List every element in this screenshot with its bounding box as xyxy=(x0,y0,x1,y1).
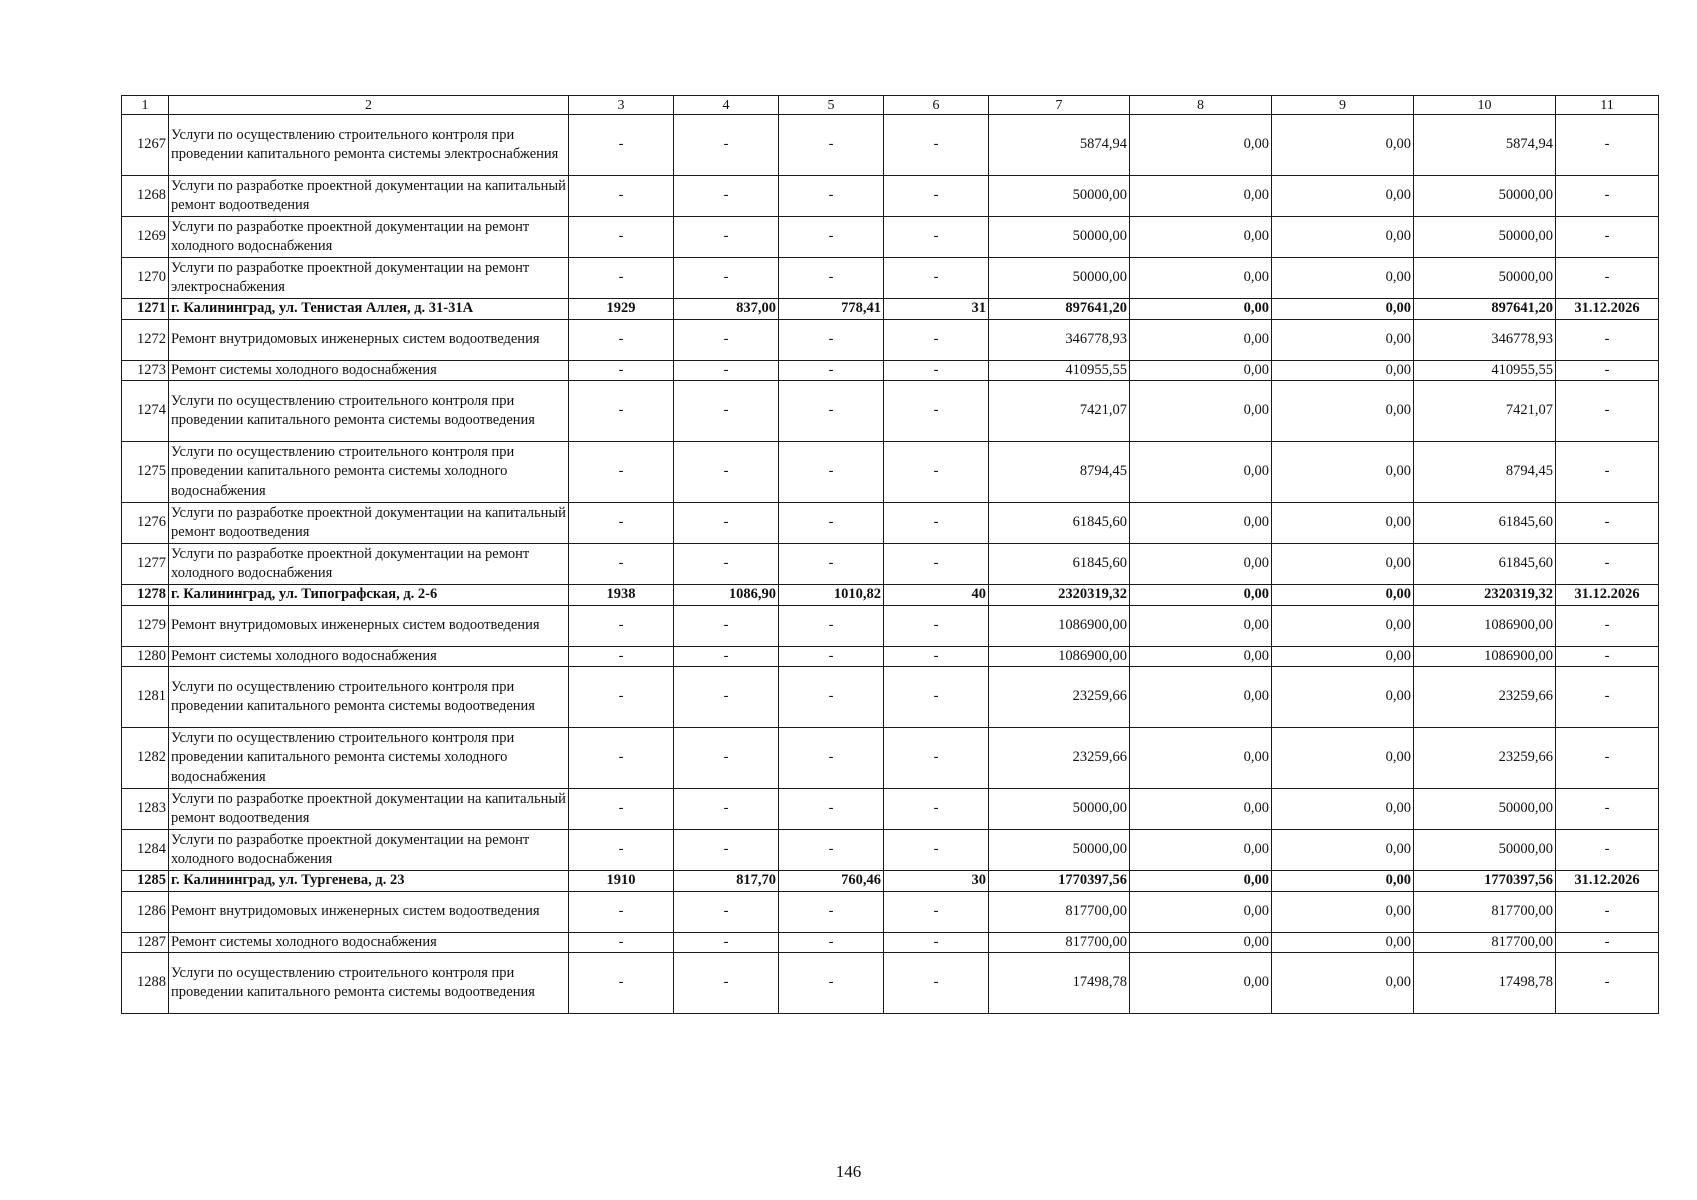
cell-col-9: 0,00 xyxy=(1272,319,1414,360)
row-number: 1276 xyxy=(122,503,169,544)
cell-col-6: - xyxy=(884,932,989,953)
work-description: Услуги по осуществлению строительного контроля при проведении капитального ремонта системы холодного водоснабжения xyxy=(169,728,569,789)
cell-col-8: 0,00 xyxy=(1130,319,1272,360)
cell-col-11: - xyxy=(1556,830,1659,871)
cell-col-3: - xyxy=(569,217,674,258)
cell-col-11: - xyxy=(1556,605,1659,646)
cell-col-11: - xyxy=(1556,381,1659,442)
cell-col-7: 1770397,56 xyxy=(989,871,1130,892)
cell-col-3: - xyxy=(569,503,674,544)
cell-col-5: - xyxy=(779,381,884,442)
row-number: 1278 xyxy=(122,585,169,606)
cell-col-9: 0,00 xyxy=(1272,503,1414,544)
work-description: Ремонт внутридомовых инженерных систем водоотведения xyxy=(169,319,569,360)
cell-col-10: 817700,00 xyxy=(1414,932,1556,953)
cell-col-4: - xyxy=(674,176,779,217)
cell-col-11: - xyxy=(1556,503,1659,544)
works-table xyxy=(121,95,1659,1014)
header-cell-11: 11 xyxy=(1556,96,1659,115)
cell-col-6: - xyxy=(884,319,989,360)
cell-col-3: - xyxy=(569,258,674,299)
header-cell-4: 4 xyxy=(674,96,779,115)
row-number: 1280 xyxy=(122,646,169,667)
work-description: Услуги по осуществлению строительного контроля при проведении капитального ремонта системы электроснабжения xyxy=(169,115,569,176)
work-description: Услуги по осуществлению строительного контроля при проведении капитального ремонта системы водоотведения xyxy=(169,953,569,1014)
row-number: 1274 xyxy=(122,381,169,442)
header-cell-2: 2 xyxy=(169,96,569,115)
cell-col-10: 50000,00 xyxy=(1414,258,1556,299)
row-number: 1277 xyxy=(122,544,169,585)
cell-col-3: - xyxy=(569,176,674,217)
cell-col-6: - xyxy=(884,442,989,503)
cell-col-7: 17498,78 xyxy=(989,953,1130,1014)
cell-col-8: 0,00 xyxy=(1130,646,1272,667)
cell-col-9: 0,00 xyxy=(1272,953,1414,1014)
work-description: Ремонт внутридомовых инженерных систем водоотведения xyxy=(169,605,569,646)
cell-col-5: - xyxy=(779,442,884,503)
cell-col-11: - xyxy=(1556,360,1659,381)
cell-col-5: - xyxy=(779,503,884,544)
cell-col-8: 0,00 xyxy=(1130,871,1272,892)
cell-col-9: 0,00 xyxy=(1272,646,1414,667)
cell-col-11: - xyxy=(1556,544,1659,585)
table-row xyxy=(122,891,1659,932)
cell-col-10: 897641,20 xyxy=(1414,299,1556,320)
work-description: Услуги по осуществлению строительного контроля при проведении капитального ремонта системы водоотведения xyxy=(169,381,569,442)
row-number: 1286 xyxy=(122,891,169,932)
cell-col-8: 0,00 xyxy=(1130,789,1272,830)
work-description: Услуги по разработке проектной документации на капитальный ремонт водоотведения xyxy=(169,176,569,217)
cell-col-8: 0,00 xyxy=(1130,891,1272,932)
cell-col-10: 1086900,00 xyxy=(1414,605,1556,646)
header-cell-3: 3 xyxy=(569,96,674,115)
cell-col-8: 0,00 xyxy=(1130,217,1272,258)
row-number: 1270 xyxy=(122,258,169,299)
cell-col-5: - xyxy=(779,258,884,299)
cell-col-9: 0,00 xyxy=(1272,258,1414,299)
cell-col-5: - xyxy=(779,605,884,646)
cell-col-8: 0,00 xyxy=(1130,953,1272,1014)
cell-col-5: - xyxy=(779,646,884,667)
cell-col-5: - xyxy=(779,319,884,360)
table-row xyxy=(122,932,1659,953)
cell-col-7: 23259,66 xyxy=(989,667,1130,728)
cell-col-11: - xyxy=(1556,176,1659,217)
cell-col-8: 0,00 xyxy=(1130,360,1272,381)
cell-col-4: - xyxy=(674,728,779,789)
cell-col-6: - xyxy=(884,217,989,258)
cell-col-4: 817,70 xyxy=(674,871,779,892)
row-number: 1284 xyxy=(122,830,169,871)
row-number: 1273 xyxy=(122,360,169,381)
table-row xyxy=(122,381,1659,442)
cell-col-6: - xyxy=(884,667,989,728)
cell-col-11: - xyxy=(1556,115,1659,176)
cell-col-3: - xyxy=(569,442,674,503)
cell-col-5: - xyxy=(779,932,884,953)
cell-col-4: - xyxy=(674,258,779,299)
cell-col-6: - xyxy=(884,360,989,381)
work-description: Услуги по разработке проектной документации на ремонт холодного водоснабжения xyxy=(169,217,569,258)
cell-col-4: - xyxy=(674,360,779,381)
cell-col-9: 0,00 xyxy=(1272,381,1414,442)
row-number: 1275 xyxy=(122,442,169,503)
cell-col-3: - xyxy=(569,953,674,1014)
cell-col-6: - xyxy=(884,258,989,299)
cell-col-10: 8794,45 xyxy=(1414,442,1556,503)
cell-col-11: - xyxy=(1556,258,1659,299)
cell-col-6: - xyxy=(884,953,989,1014)
work-description: Услуги по разработке проектной документации на капитальный ремонт водоотведения xyxy=(169,503,569,544)
header-cell-5: 5 xyxy=(779,96,884,115)
cell-col-7: 8794,45 xyxy=(989,442,1130,503)
cell-col-8: 0,00 xyxy=(1130,585,1272,606)
work-description: г. Калининград, ул. Типографская, д. 2-6 xyxy=(169,585,569,606)
cell-col-8: 0,00 xyxy=(1130,544,1272,585)
cell-col-9: 0,00 xyxy=(1272,217,1414,258)
cell-col-9: 0,00 xyxy=(1272,830,1414,871)
cell-col-6: - xyxy=(884,176,989,217)
table-row xyxy=(122,667,1659,728)
cell-col-4: - xyxy=(674,503,779,544)
table-row xyxy=(122,442,1659,503)
cell-col-9: 0,00 xyxy=(1272,299,1414,320)
cell-col-10: 61845,60 xyxy=(1414,544,1556,585)
address-row xyxy=(122,871,1659,892)
work-description: Услуги по разработке проектной документации на ремонт электроснабжения xyxy=(169,258,569,299)
cell-col-10: 50000,00 xyxy=(1414,176,1556,217)
cell-col-4: - xyxy=(674,217,779,258)
cell-col-8: 0,00 xyxy=(1130,932,1272,953)
cell-col-6: - xyxy=(884,728,989,789)
cell-col-7: 817700,00 xyxy=(989,891,1130,932)
table-row xyxy=(122,789,1659,830)
cell-col-4: 1086,90 xyxy=(674,585,779,606)
table-row xyxy=(122,544,1659,585)
cell-col-7: 2320319,32 xyxy=(989,585,1130,606)
cell-col-10: 17498,78 xyxy=(1414,953,1556,1014)
cell-col-4: - xyxy=(674,544,779,585)
cell-col-7: 50000,00 xyxy=(989,176,1130,217)
cell-col-11: - xyxy=(1556,932,1659,953)
cell-col-9: 0,00 xyxy=(1272,667,1414,728)
cell-col-4: - xyxy=(674,891,779,932)
cell-col-9: 0,00 xyxy=(1272,728,1414,789)
cell-col-6: 31 xyxy=(884,299,989,320)
cell-col-11: - xyxy=(1556,217,1659,258)
column-number-header xyxy=(122,96,1659,115)
work-description: Услуги по разработке проектной документации на ремонт холодного водоснабжения xyxy=(169,544,569,585)
cell-col-8: 0,00 xyxy=(1130,830,1272,871)
cell-col-11: - xyxy=(1556,728,1659,789)
work-description: Услуги по разработке проектной документации на ремонт холодного водоснабжения xyxy=(169,830,569,871)
cell-col-9: 0,00 xyxy=(1272,544,1414,585)
cell-col-3: - xyxy=(569,605,674,646)
cell-col-5: - xyxy=(779,667,884,728)
cell-col-7: 50000,00 xyxy=(989,258,1130,299)
work-description: Ремонт системы холодного водоснабжения xyxy=(169,932,569,953)
cell-col-4: - xyxy=(674,646,779,667)
work-description: Услуги по осуществлению строительного контроля при проведении капитального ремонта системы водоотведения xyxy=(169,667,569,728)
cell-col-5: - xyxy=(779,953,884,1014)
table-row xyxy=(122,728,1659,789)
cell-col-7: 1086900,00 xyxy=(989,605,1130,646)
cell-col-4: - xyxy=(674,381,779,442)
header-cell-10: 10 xyxy=(1414,96,1556,115)
cell-col-10: 23259,66 xyxy=(1414,728,1556,789)
cell-col-3: 1938 xyxy=(569,585,674,606)
cell-col-9: 0,00 xyxy=(1272,789,1414,830)
cell-col-6: - xyxy=(884,646,989,667)
cell-col-6: - xyxy=(884,115,989,176)
cell-col-9: 0,00 xyxy=(1272,891,1414,932)
cell-col-5: - xyxy=(779,176,884,217)
header-cell-7: 7 xyxy=(989,96,1130,115)
cell-col-10: 23259,66 xyxy=(1414,667,1556,728)
cell-col-5: - xyxy=(779,830,884,871)
cell-col-3: - xyxy=(569,360,674,381)
cell-col-7: 61845,60 xyxy=(989,544,1130,585)
cell-col-11: 31.12.2026 xyxy=(1556,299,1659,320)
row-number: 1282 xyxy=(122,728,169,789)
cell-col-8: 0,00 xyxy=(1130,115,1272,176)
cell-col-5: - xyxy=(779,217,884,258)
cell-col-8: 0,00 xyxy=(1130,381,1272,442)
table-row xyxy=(122,360,1659,381)
cell-col-3: 1910 xyxy=(569,871,674,892)
cell-col-10: 5874,94 xyxy=(1414,115,1556,176)
row-number: 1269 xyxy=(122,217,169,258)
cell-col-7: 50000,00 xyxy=(989,789,1130,830)
cell-col-10: 346778,93 xyxy=(1414,319,1556,360)
cell-col-10: 1770397,56 xyxy=(1414,871,1556,892)
cell-col-11: 31.12.2026 xyxy=(1556,871,1659,892)
cell-col-3: - xyxy=(569,381,674,442)
row-number: 1272 xyxy=(122,319,169,360)
cell-col-6: - xyxy=(884,891,989,932)
address-row xyxy=(122,585,1659,606)
header-cell-8: 8 xyxy=(1130,96,1272,115)
row-number: 1285 xyxy=(122,871,169,892)
cell-col-3: - xyxy=(569,115,674,176)
cell-col-11: - xyxy=(1556,667,1659,728)
cell-col-4: - xyxy=(674,830,779,871)
header-cell-6: 6 xyxy=(884,96,989,115)
cell-col-5: - xyxy=(779,115,884,176)
header-cell-1: 1 xyxy=(122,96,169,115)
cell-col-9: 0,00 xyxy=(1272,605,1414,646)
cell-col-6: - xyxy=(884,789,989,830)
work-description: Ремонт внутридомовых инженерных систем водоотведения xyxy=(169,891,569,932)
cell-col-7: 346778,93 xyxy=(989,319,1130,360)
row-number: 1267 xyxy=(122,115,169,176)
cell-col-3: - xyxy=(569,932,674,953)
cell-col-3: - xyxy=(569,646,674,667)
cell-col-8: 0,00 xyxy=(1130,503,1272,544)
cell-col-3: 1929 xyxy=(569,299,674,320)
cell-col-11: - xyxy=(1556,891,1659,932)
header-cell-9: 9 xyxy=(1272,96,1414,115)
row-number: 1281 xyxy=(122,667,169,728)
cell-col-9: 0,00 xyxy=(1272,442,1414,503)
cell-col-3: - xyxy=(569,728,674,789)
cell-col-3: - xyxy=(569,544,674,585)
work-description: Ремонт системы холодного водоснабжения xyxy=(169,646,569,667)
cell-col-11: 31.12.2026 xyxy=(1556,585,1659,606)
cell-col-10: 7421,07 xyxy=(1414,381,1556,442)
cell-col-11: - xyxy=(1556,953,1659,1014)
cell-col-4: - xyxy=(674,605,779,646)
work-description: Услуги по разработке проектной документации на капитальный ремонт водоотведения xyxy=(169,789,569,830)
cell-col-5: - xyxy=(779,891,884,932)
table-row xyxy=(122,115,1659,176)
cell-col-10: 50000,00 xyxy=(1414,789,1556,830)
cell-col-6: 30 xyxy=(884,871,989,892)
row-number: 1279 xyxy=(122,605,169,646)
cell-col-8: 0,00 xyxy=(1130,299,1272,320)
cell-col-6: - xyxy=(884,830,989,871)
table-row xyxy=(122,830,1659,871)
table-row xyxy=(122,217,1659,258)
cell-col-9: 0,00 xyxy=(1272,360,1414,381)
table-row xyxy=(122,605,1659,646)
cell-col-10: 1086900,00 xyxy=(1414,646,1556,667)
work-description: г. Калининград, ул. Тенистая Аллея, д. 31-31А xyxy=(169,299,569,320)
cell-col-10: 817700,00 xyxy=(1414,891,1556,932)
row-number: 1287 xyxy=(122,932,169,953)
cell-col-11: - xyxy=(1556,319,1659,360)
work-description: г. Калининград, ул. Тургенева, д. 23 xyxy=(169,871,569,892)
cell-col-3: - xyxy=(569,319,674,360)
cell-col-6: - xyxy=(884,544,989,585)
cell-col-6: - xyxy=(884,605,989,646)
cell-col-7: 61845,60 xyxy=(989,503,1130,544)
cell-col-7: 817700,00 xyxy=(989,932,1130,953)
cell-col-5: - xyxy=(779,789,884,830)
cell-col-9: 0,00 xyxy=(1272,585,1414,606)
cell-col-7: 50000,00 xyxy=(989,217,1130,258)
cell-col-5: 1010,82 xyxy=(779,585,884,606)
cell-col-4: - xyxy=(674,319,779,360)
cell-col-11: - xyxy=(1556,442,1659,503)
cell-col-9: 0,00 xyxy=(1272,115,1414,176)
row-number: 1271 xyxy=(122,299,169,320)
cell-col-8: 0,00 xyxy=(1130,728,1272,789)
cell-col-6: - xyxy=(884,381,989,442)
cell-col-9: 0,00 xyxy=(1272,932,1414,953)
cell-col-8: 0,00 xyxy=(1130,442,1272,503)
cell-col-4: - xyxy=(674,953,779,1014)
cell-col-7: 50000,00 xyxy=(989,830,1130,871)
table-row xyxy=(122,953,1659,1014)
cell-col-7: 7421,07 xyxy=(989,381,1130,442)
cell-col-5: 760,46 xyxy=(779,871,884,892)
cell-col-4: - xyxy=(674,115,779,176)
cell-col-3: - xyxy=(569,830,674,871)
table-body xyxy=(122,96,1659,1014)
cell-col-9: 0,00 xyxy=(1272,176,1414,217)
row-number: 1268 xyxy=(122,176,169,217)
row-number: 1283 xyxy=(122,789,169,830)
work-description: Услуги по осуществлению строительного контроля при проведении капитального ремонта системы холодного водоснабжения xyxy=(169,442,569,503)
cell-col-10: 410955,55 xyxy=(1414,360,1556,381)
cell-col-3: - xyxy=(569,789,674,830)
cell-col-11: - xyxy=(1556,646,1659,667)
cell-col-4: - xyxy=(674,667,779,728)
work-description: Ремонт системы холодного водоснабжения xyxy=(169,360,569,381)
cell-col-4: - xyxy=(674,442,779,503)
cell-col-8: 0,00 xyxy=(1130,258,1272,299)
cell-col-5: - xyxy=(779,544,884,585)
cell-col-7: 1086900,00 xyxy=(989,646,1130,667)
table-row xyxy=(122,319,1659,360)
cell-col-7: 410955,55 xyxy=(989,360,1130,381)
cell-col-7: 897641,20 xyxy=(989,299,1130,320)
cell-col-4: - xyxy=(674,932,779,953)
cell-col-8: 0,00 xyxy=(1130,605,1272,646)
cell-col-3: - xyxy=(569,891,674,932)
cell-col-5: 778,41 xyxy=(779,299,884,320)
cell-col-10: 50000,00 xyxy=(1414,830,1556,871)
cell-col-9: 0,00 xyxy=(1272,871,1414,892)
cell-col-8: 0,00 xyxy=(1130,176,1272,217)
address-row xyxy=(122,299,1659,320)
table-row xyxy=(122,646,1659,667)
cell-col-10: 61845,60 xyxy=(1414,503,1556,544)
table-row xyxy=(122,258,1659,299)
cell-col-11: - xyxy=(1556,789,1659,830)
row-number: 1288 xyxy=(122,953,169,1014)
cell-col-10: 2320319,32 xyxy=(1414,585,1556,606)
cell-col-4: - xyxy=(674,789,779,830)
cell-col-8: 0,00 xyxy=(1130,667,1272,728)
table-row xyxy=(122,503,1659,544)
page-number: 146 xyxy=(835,1162,862,1181)
cell-col-10: 50000,00 xyxy=(1414,217,1556,258)
cell-col-6: 40 xyxy=(884,585,989,606)
cell-col-5: - xyxy=(779,360,884,381)
cell-col-7: 23259,66 xyxy=(989,728,1130,789)
cell-col-4: 837,00 xyxy=(674,299,779,320)
cell-col-3: - xyxy=(569,667,674,728)
cell-col-6: - xyxy=(884,503,989,544)
cell-col-5: - xyxy=(779,728,884,789)
cell-col-7: 5874,94 xyxy=(989,115,1130,176)
table-row xyxy=(122,176,1659,217)
